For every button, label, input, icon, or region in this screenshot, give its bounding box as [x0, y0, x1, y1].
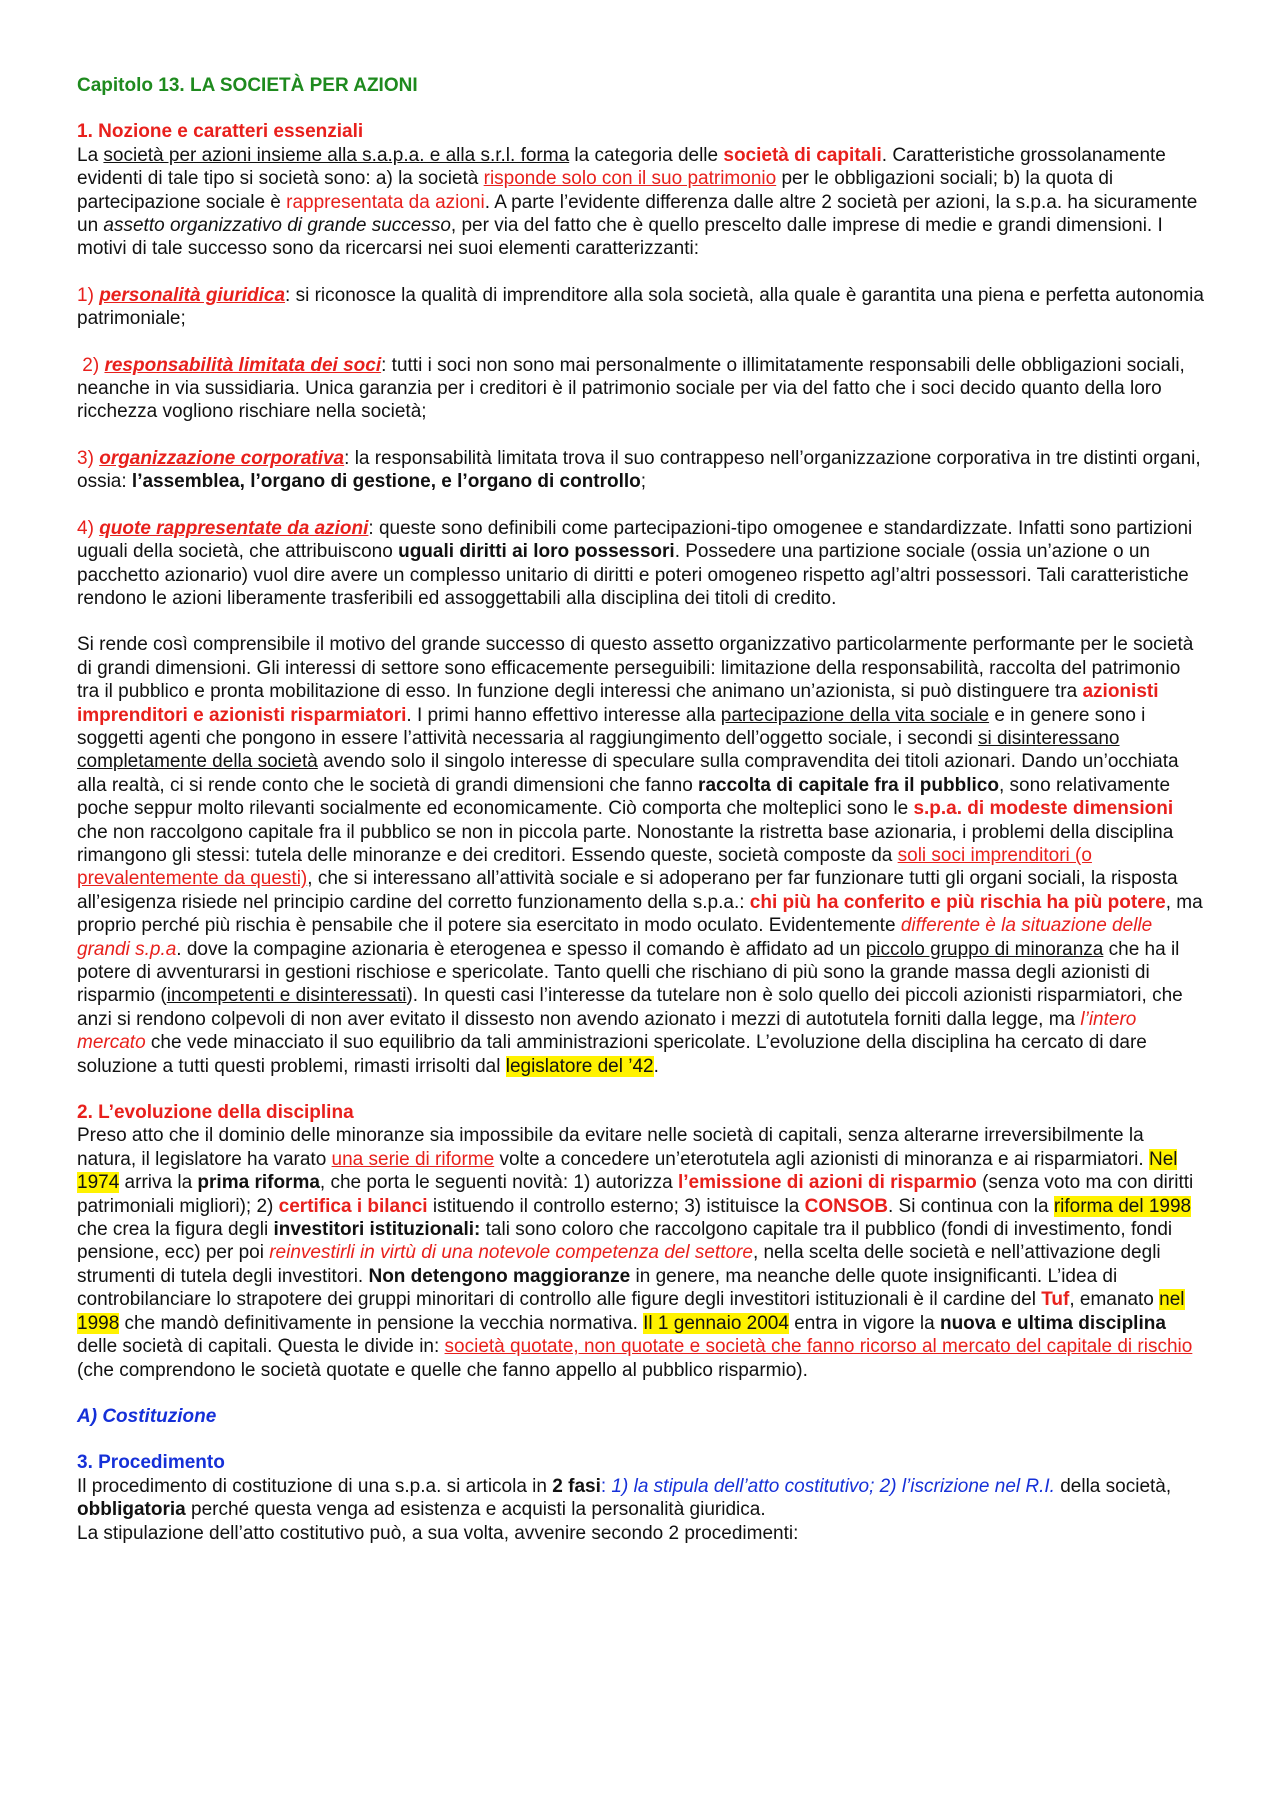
- section-1-intro: La società per azioni insieme alla s.a.p.a. e alla s.r.l. forma la categoria delle società di capitali. Caratteristiche grossolanamente evidenti di tale tipo si società sono: a) la società risponde solo con il suo patrimonio per le obbligazioni sociali; b) la quota di partecipazione sociale è rappresentata da azioni. A parte l’evidente differenza dalle altre 2 società per azioni, la s.p.a. ha sicuramente un assetto organizzativo di grande successo, per via del fatto che è quello prescelto dalle imprese di medie e grandi dimensioni. I motivi di tale successo sono da ricercarsi nei suoi elementi caratterizzanti:: [77, 144, 1198, 260]
- section-2-paragraph: Preso atto che il dominio delle minoranze sia impossibile da evitare nelle società di capitali, senza alterarne irreversibilmente la natura, il legislatore ha varato una serie di riforme volte a concedere un’eterotutela agli azionisti di minoranza e ai risparmiatori. Nel 1974 arriva la prima riforma, che porta le seguenti novità: 1) autorizza l’emissione di azioni di risparmio (senza voto ma con diritti patrimoniali migliori); 2) certifica i bilanci istituendo il controllo esterno; 3) istituisce la CONSOB. Si continua con la riforma del 1998 che crea la figura degli investitori istituzionali: tali sono coloro che raccolgono capitale tra il pubblico (fondi di investimento, fondi pensione, ecc) per poi reinvestirli in virtù di una notevole competenza del settore, nella scelta delle società e nell’attivazione degli strumenti di tutela degli investitori. Non detengono maggioranze in genere, ma neanche delle quote insignificanti. L’idea di controbilanciare lo strapotere dei gruppi minoritari di controllo alle figure degli investitori istituzionali è il cardine del Tuf, emanato nel 1998 che mandò definitivamente in pensione la vecchia normativa. Il 1 gennaio 2004 entra in vigore la nuova e ultima disciplina delle società di capitali. Questa le divide in: società quotate, non quotate e società che fanno ricorso al mercato del capitale di rischio (che comprendono le società quotate e quelle che fanno appello al pubblico risparmio).: [77, 1125, 1194, 1381]
- section-1-paragraph-2: Si rende così comprensibile il motivo del grande successo di questo assetto organizzativo particolarmente performante per le società di grandi dimensioni. Gli interessi di settore sono efficacemente perseguibili: limitazione della responsabilità, raccolta del patrimonio tra il pubblico e pronta mobilitazione di esso. In funzione degli interessi che animano un’azionista, si può distinguere tra azionisti imprenditori e azionisti risparmiatori. I primi hanno effettivo interesse alla partecipazione della vita sociale e in genere sono i soggetti agenti che pongono in essere l’attività necessaria al raggiungimento dell’oggetto sociale, i secondi si disinteressano completamente della società avendo solo il singolo interesse di speculare sulla compravendita dei titoli azionari. Dando un’occhiata alla realtà, ci si rende conto che le società di grandi dimensioni che fanno raccolta di capitale fra il pubblico, sono relativamente poche seppur molto rilevanti socialmente ed economicamente. Ciò comporta che molteplici sono le s.p.a. di modeste dimensioni che non raccolgono capitale fra il pubblico se non in piccola parte. Nonostante la ristretta base azionaria, i problemi della disciplina rimangono gli stessi: tutela delle minoranze e dei creditori. Essendo queste, società composte da soli soci imprenditori (o prevalentemente da questi), che si interessano all’attività sociale e si adoperano per far funzionare tutti gli organi sociali, la risposta all’esigenza risiede nel principio cardine del corretto funzionamento della s.p.a.: chi più ha conferito e più rischia ha più potere, ma proprio perché più rischia è pensabile che il potere sia esercitato in modo oculato. Evidentemente differente è la situazione delle grandi s.p.a. dove la compagine azionaria è eterogenea e spesso il comando è affidato ad un piccolo gruppo di minoranza che ha il potere di avventurarsi in gestioni rischiose e spericolate. Tanto quelli che rischiano di più sono la grande massa degli azionisti di risparmio (incompetenti e disinteressati). In questi casi l’interesse da tutelare non è solo quello dei piccoli azionisti risparmiatori, che anzi si rendono colpevoli di non aver evitato il dissesto non avendo azionato i mezzi di autotutela forniti dalla legge, ma l’intero mercato che vede minacciato il suo equilibrio da tali amministrazioni spericolate. L’evoluzione della disciplina ha cercato di dare soluzione a tutti questi problemi, rimasti irrisolti dal legislatore del ’42.: [77, 634, 1203, 1077]
- section-3-paragraph-2: La stipulazione dell’atto costitutivo può, a sua volta, avvenire secondo 2 procedimenti:: [77, 1522, 799, 1544]
- section-2-heading: 2. L’evoluzione della disciplina: [77, 1102, 354, 1124]
- document-page: [77, 74, 1207, 1545]
- list-item-4: 4) quote rappresentate da azioni: queste sono definibili come partecipazioni-tipo omogenee e standardizzate. Infatti sono partizioni uguali della società, che attribuiscono uguali diritti ai loro possessori. Possedere una partizione sociale (ossia un’azione o un pacchetto azionario) vuol dire avere un complesso unitario di diritti e poteri omogeneo rispetto agl’altri possessori. Tali caratteristiche rendono le azioni liberamente trasferibili ed assoggettabili alla disciplina dei titoli di credito.: [77, 517, 1193, 609]
- section-3-heading: 3. Procedimento: [77, 1452, 225, 1474]
- list-item-1: 1) personalità giuridica: si riconosce la qualità di imprenditore alla sola società, alla quale è garantita una piena e perfetta autonomia patrimoniale;: [77, 284, 1204, 330]
- list-item-2: 2) responsabilità limitata dei soci: tutti i soci non sono mai personalmente o illimitatamente responsabili delle obbligazioni sociali, neanche in via sussidiaria. Unica garanzia per i creditori è il patrimonio sociale per via del fatto che i soci decido quanto della loro ricchezza vogliono rischiare nella società;: [77, 354, 1185, 423]
- section-1-heading: 1. Nozione e caratteri essenziali: [77, 121, 364, 143]
- section-3-paragraph: Il procedimento di costituzione di una s.p.a. si articola in 2 fasi: 1) la stipula dell’atto costitutivo; 2) l’iscrizione nel R.I. della società, obbligatoria perché questa venga ad esistenza e acquisti la personalità giuridica.: [77, 1475, 1172, 1521]
- list-item-3: 3) organizzazione corporativa: la responsabilità limitata trova il suo contrappeso nell’organizzazione corporativa in tre distinti organi, ossia: l’assemblea, l’organo di gestione, e l’organo di controllo;: [77, 447, 1201, 493]
- section-a-heading: A) Costituzione: [77, 1405, 217, 1427]
- chapter-title: Capitolo 13. LA SOCIETÀ PER AZIONI: [77, 75, 418, 96]
